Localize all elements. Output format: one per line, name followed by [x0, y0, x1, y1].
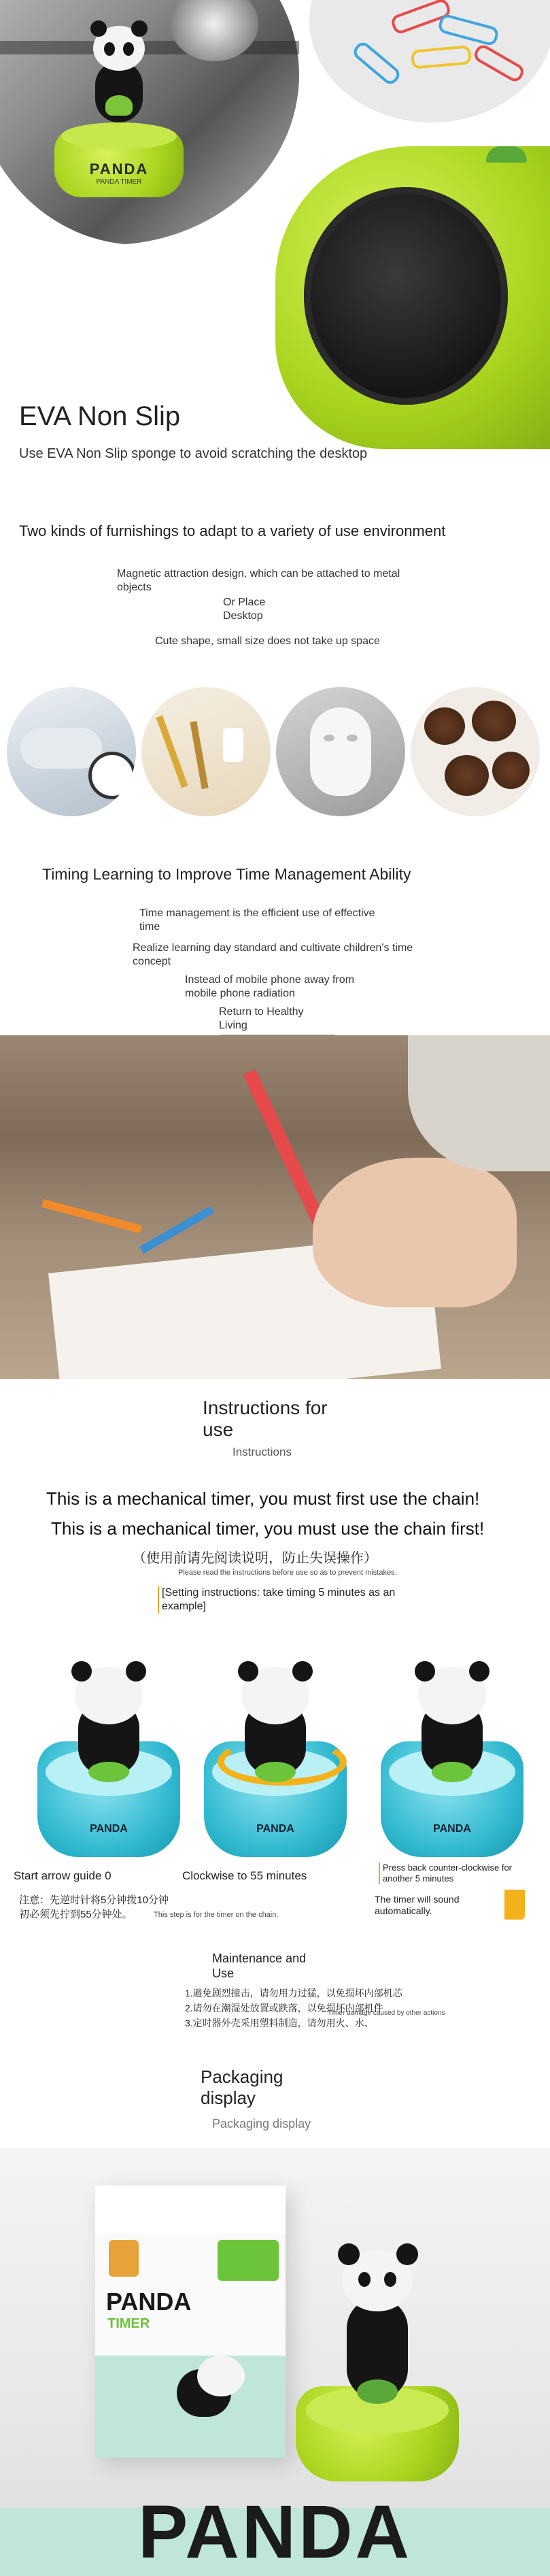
packaging-title: Packaging display	[201, 2067, 283, 2108]
packaging-box-brand: PANDA	[106, 2288, 192, 2315]
timing-item-4: Return to Healthy Living	[219, 1006, 304, 1031]
dial-step-1-brand: PANDA	[90, 1823, 128, 1835]
eva-sponge-pad	[304, 187, 508, 405]
child-writing-photo	[0, 1035, 550, 1379]
hero-base-brand: PANDA	[89, 161, 149, 178]
furnish-line-cute: Cute shape, small size does not take up space	[155, 635, 380, 647]
packaging-subtitle: Packaging display	[212, 2117, 311, 2130]
note-chinese: 注意：先逆时针将5分钟拨10分钟 初必须先拧到55分钟处。	[19, 1894, 169, 1920]
step-3-label-b: The timer will sound automatically.	[375, 1894, 460, 1916]
eva-description: Use EVA Non Slip sponge to avoid scratching the desktop	[19, 446, 368, 461]
panda-figure-icon	[85, 14, 153, 129]
step-1-label: Start arrow guide 0	[14, 1869, 111, 1882]
furnish-title: Two kinds of furnishings to adapt to a variety of use environment	[19, 522, 446, 539]
usage-photo-desk	[141, 687, 271, 816]
furnish-line-desktop: Or Place Desktop	[223, 597, 266, 622]
usage-photo-facemask	[276, 687, 405, 816]
warning-line-1: This is a mechanical timer, you must first use the chain!	[46, 1488, 480, 1509]
timing-item-3: Instead of mobile phone away from mobile phone radiation	[185, 974, 355, 999]
instructions-title: Instructions for use	[203, 1397, 328, 1440]
packaging-timer	[296, 2223, 459, 2481]
paperclips-photo	[309, 0, 550, 122]
step-3-marker-icon	[504, 1890, 525, 1920]
timing-title: Timing Learning to Improve Time Management Ability	[42, 865, 411, 883]
setting-instructions: [Setting instructions: take timing 5 minutes as an example]	[158, 1586, 407, 1613]
instructions-subtitle: Instructions	[233, 1445, 292, 1458]
eva-title: EVA Non Slip	[19, 401, 181, 431]
packaging-banner-text: PANDA	[138, 2490, 412, 2574]
dial-step-2	[204, 1660, 347, 1864]
hero-base-sub: PANDA TIMER	[96, 178, 142, 186]
furnish-line-magnetic: Magnetic attraction design, which can be attached to metal objects	[117, 568, 400, 593]
dial-step-2-brand: PANDA	[256, 1823, 294, 1835]
note-english: This step is for the timer on the chain.	[154, 1911, 279, 1919]
packaging-logo-icon	[109, 2240, 139, 2277]
warning-line-2: This is a mechanical timer, you must use the chain first!	[51, 1518, 485, 1539]
packaging-photo	[0, 2148, 550, 2576]
maintenance-side-note: Timer damage caused by other actions	[328, 2009, 445, 2017]
maintenance-title: Maintenance and Use	[212, 1952, 307, 1980]
timing-item-2: Realize learning day standard and cultivate children's time concept	[133, 942, 413, 967]
eva-sponge-base-photo	[275, 146, 550, 449]
maintenance-rule-3: 3.定时器外壳采用塑料制造，请勿用火、水、	[185, 2018, 374, 2028]
maintenance-rule-1: 1.避免剧烈撞击，请勿用力过猛，以免损坏内部机芯	[185, 1988, 402, 1998]
timing-item-1: Time management is the efficient use of effective time	[139, 907, 375, 933]
usage-photo-baking	[411, 687, 540, 816]
dial-step-1	[37, 1660, 180, 1864]
dial-step-3	[381, 1660, 523, 1864]
step-3-label-a: Press back counter-clockwise for another 5 minutes	[379, 1862, 526, 1884]
packaging-box	[95, 2186, 286, 2458]
packaging-box-sub: TIMER	[107, 2316, 150, 2331]
warning-chinese: （使用前请先阅读说明，防止失误操作）	[133, 1551, 377, 1566]
usage-photo-bedroom	[7, 687, 136, 816]
dial-step-3-brand: PANDA	[433, 1823, 471, 1835]
warning-small: Please read the instructions before use so as to prevent mistakes.	[178, 1569, 397, 1577]
step-2-label: Clockwise to 55 minutes	[182, 1869, 307, 1882]
maintenance-rule-2: 2.请勿在潮湿处放置或跌落，以免损坏内部机件	[185, 2003, 383, 2013]
